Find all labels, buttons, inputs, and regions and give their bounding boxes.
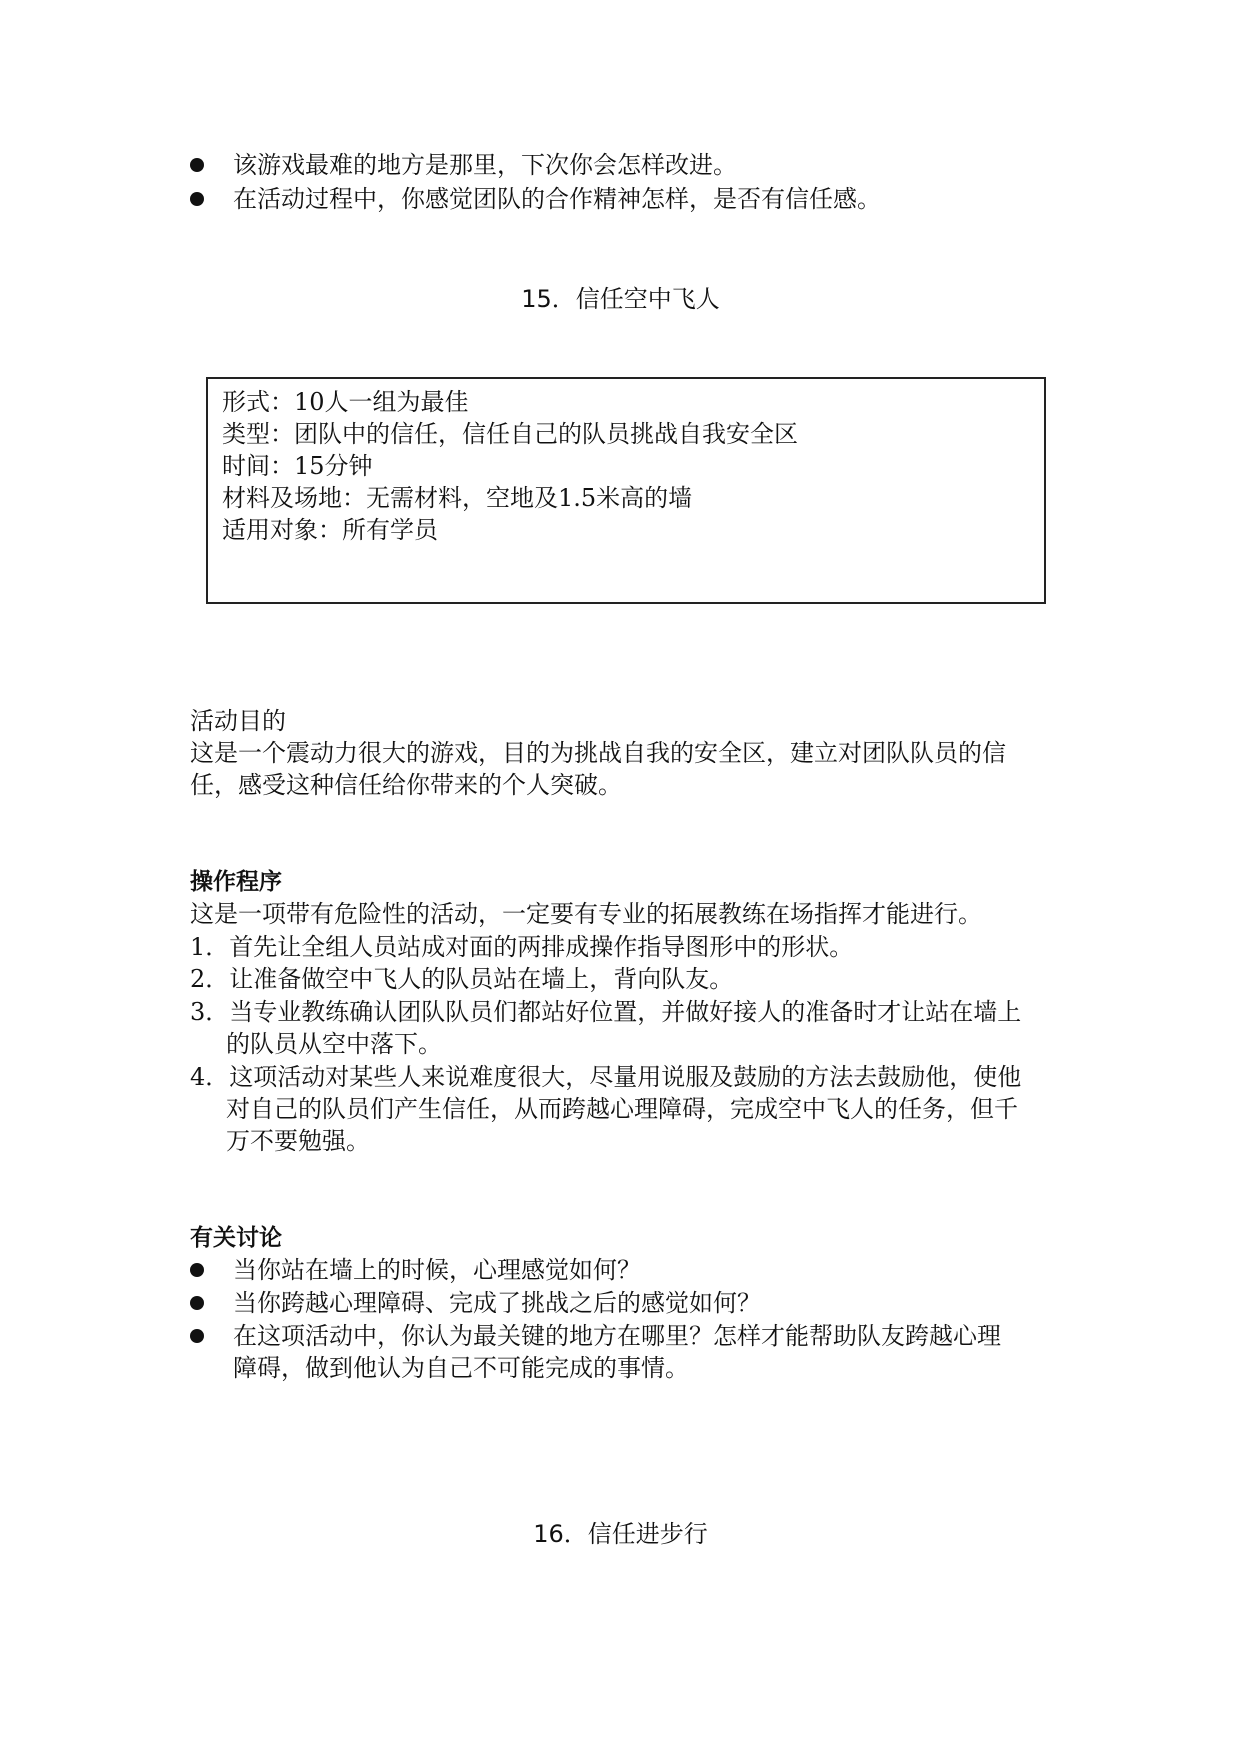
info-line: 类型：团队中的信任，信任自己的队员挑战自我安全区 [222, 420, 798, 448]
procedure-step: 2．让准备做空中飞人的队员站在墙上，背向队友。 [190, 965, 734, 993]
purpose-text: 任，感受这种信任给你带来的个人突破。 [190, 771, 622, 799]
procedure-step: 对自己的队员们产生信任，从而跨越心理障碍，完成空中飞人的任务，但千 [226, 1095, 1018, 1123]
section-title: 16．信任进步行 [533, 1520, 708, 1548]
info-line: 材料及场地：无需材料，空地及1.5米高的墙 [222, 484, 693, 512]
discussion-item: 当你站在墙上的时候，心理感觉如何？ [233, 1256, 641, 1284]
bullet-icon [190, 1329, 204, 1343]
purpose-heading: 活动目的 [190, 707, 286, 735]
info-line: 适用对象：所有学员 [222, 516, 438, 544]
bullet-icon [190, 158, 204, 172]
bullet-icon [190, 1263, 204, 1277]
section-title: 15．信任空中飞人 [521, 285, 720, 313]
discussion-item: 当你跨越心理障碍、完成了挑战之后的感觉如何？ [233, 1289, 761, 1317]
purpose-text: 这是一个震动力很大的游戏，目的为挑战自我的安全区，建立对团队队员的信 [190, 739, 1006, 767]
bullet-icon [190, 1296, 204, 1310]
discussion-item: 在这项活动中，你认为最关键的地方在哪里？怎样才能帮助队友跨越心理 [233, 1322, 1001, 1350]
discussion-item: 障碍，做到他认为自己不可能完成的事情。 [233, 1354, 689, 1382]
procedure-intro: 这是一项带有危险性的活动，一定要有专业的拓展教练在场指挥才能进行。 [190, 900, 982, 928]
procedure-step: 4．这项活动对某些人来说难度很大，尽量用说服及鼓励的方法去鼓励他，使他 [190, 1063, 1022, 1091]
bullet-text: 在活动过程中，你感觉团队的合作精神怎样，是否有信任感。 [233, 185, 881, 213]
procedure-step: 1．首先让全组人员站成对面的两排成操作指导图形中的形状。 [190, 933, 854, 961]
info-line: 时间：15分钟 [222, 452, 373, 480]
procedure-step: 的队员从空中落下。 [226, 1030, 442, 1058]
procedure-step: 3．当专业教练确认团队队员们都站好位置，并做好接人的准备时才让站在墙上 [190, 998, 1022, 1026]
bullet-text: 该游戏最难的地方是那里，下次你会怎样改进。 [233, 151, 737, 179]
info-line: 形式：10人一组为最佳 [222, 388, 469, 416]
discussion-heading: 有关讨论 [190, 1225, 282, 1251]
bullet-icon [190, 192, 204, 206]
procedure-step: 万不要勉强。 [226, 1127, 370, 1155]
procedure-heading: 操作程序 [190, 869, 282, 895]
